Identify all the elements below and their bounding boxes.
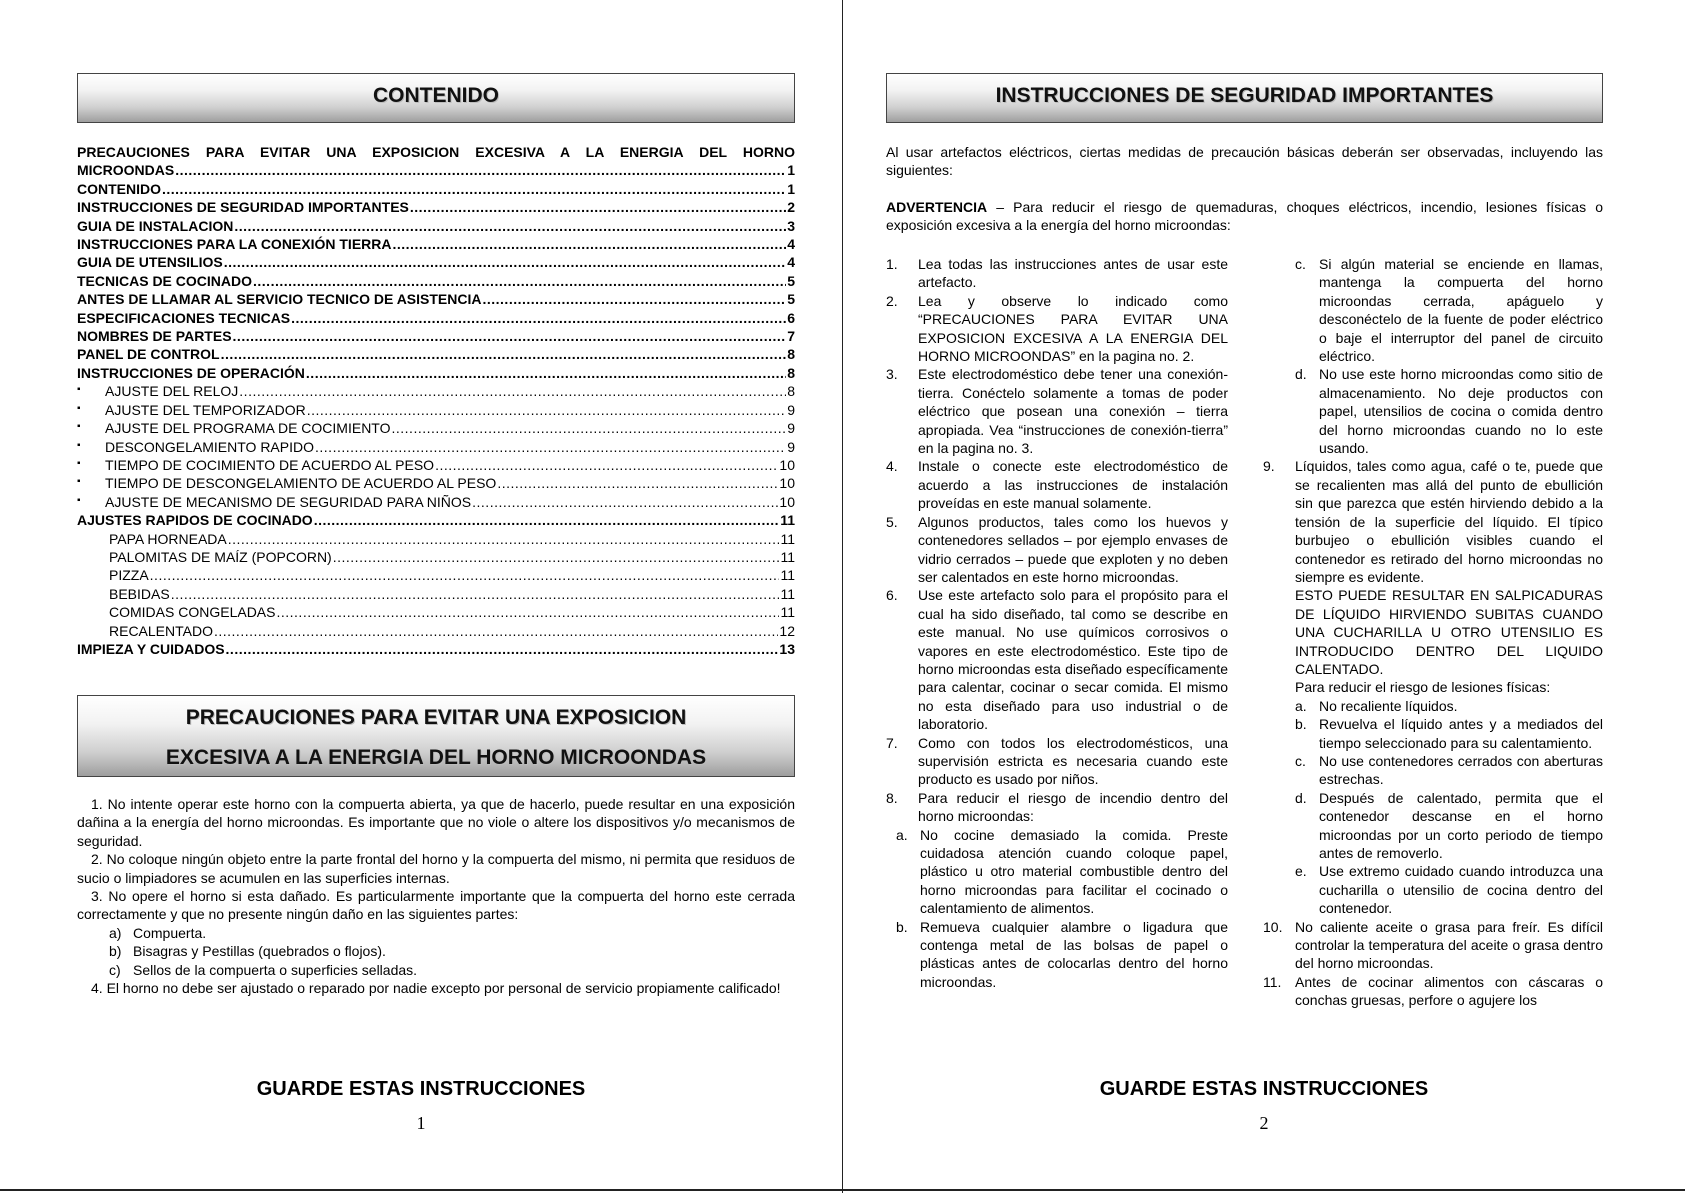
list-text: No caliente aceite o grasa para freír. Es difícil controlar la temperatura del aceite o grasa dentro del horno microondas. bbox=[1295, 918, 1603, 972]
list-text: No recaliente líquidos. bbox=[1319, 697, 1458, 714]
list-marker: 11. bbox=[1263, 973, 1282, 990]
toc-entry-label: INSTRUCCIONES DE OPERACIÓN bbox=[77, 364, 305, 381]
toc-leader bbox=[497, 474, 778, 492]
toc-row bbox=[77, 622, 795, 640]
toc-leader bbox=[307, 401, 787, 419]
list-item bbox=[886, 734, 1228, 789]
precaucion-3: 3. No opere el horno si esta dañado. Es particularmente importante que la compuerta del horno este cerrada correctamente y que no presente ningún daño en las siguientes partes: bbox=[77, 888, 795, 923]
toc-row bbox=[77, 474, 795, 492]
toc-entry-label: ▪ AJUSTE DEL PROGRAMA DE COCIMIENTO bbox=[77, 419, 391, 437]
seguridad-title: INSTRUCCIONES DE SEGURIDAD IMPORTANTES bbox=[995, 84, 1494, 107]
toc-leader bbox=[392, 419, 787, 437]
precauciones-title-line-2: EXCESIVA A LA ENERGIA DEL HORNO MICROONDAS bbox=[165, 746, 707, 769]
left-page bbox=[0, 0, 842, 1193]
guarde-instrucciones-left: GUARDE ESTAS INSTRUCCIONES bbox=[256, 1078, 586, 1100]
list-item bbox=[1263, 789, 1603, 863]
list-marker: 6. bbox=[886, 587, 898, 604]
list-item bbox=[886, 457, 1228, 512]
list-marker: b. bbox=[1295, 716, 1307, 733]
toc-page-number: 9 bbox=[787, 401, 795, 418]
page-number-right: 2 bbox=[1259, 1113, 1269, 1133]
toc-leader bbox=[150, 566, 780, 584]
toc-page-number: 11 bbox=[780, 604, 795, 621]
toc-page-number: 5 bbox=[787, 291, 795, 308]
precaucion-1: 1. No intente operar este horno con la compuerta abierta, ya que de hacerlo, puede resultar en una exposición dañina a la energía del horno microondas. Es importante que no viole o altere los dispositivos y/o mecanismos de seguridad. bbox=[77, 796, 795, 849]
toc-row bbox=[77, 548, 795, 566]
toc-page-number: 11 bbox=[780, 567, 795, 584]
list-marker: e. bbox=[1295, 863, 1307, 880]
toc-row bbox=[77, 364, 795, 382]
safety-column-right bbox=[1263, 255, 1603, 1010]
item9-warning-caps: ESTO PUEDE RESULTAR EN SALPICADURAS DE LÍQUIDO HIRVIENDO SUBITAS CUANDO UNA CUCHARILLA U OTRO UTENSILIO ES INTRODUCIDO DENTRO DEL LIQUIDO CALENTADO. bbox=[1295, 587, 1603, 677]
list-item: b) Bisagras y Pestillas (quebrados o flojos). bbox=[109, 943, 386, 960]
toc-page-number: 11 bbox=[780, 548, 795, 565]
toc-leader bbox=[226, 640, 779, 658]
toc-leader bbox=[276, 603, 779, 621]
toc-row bbox=[77, 217, 795, 235]
toc-page-number: 10 bbox=[779, 493, 795, 510]
toc-entry-label: ▪ DESCONGELAMIENTO RAPIDO bbox=[77, 438, 314, 456]
toc-page-number: 4 bbox=[787, 254, 795, 271]
toc-page-number: 2 bbox=[787, 199, 795, 216]
toc-page-number: 9 bbox=[787, 438, 795, 455]
toc-page-number: 10 bbox=[779, 475, 795, 492]
toc-row bbox=[77, 345, 795, 363]
list-text: Después de calentado, permita que el contenedor descanse en el horno microondas por un corto periodo de tiempo antes de removerlo. bbox=[1319, 789, 1603, 861]
list-marker: 4. bbox=[886, 458, 898, 475]
toc-page-number: 8 bbox=[787, 346, 795, 363]
toc-leader bbox=[333, 548, 780, 566]
toc-entry-label: IMPIEZA Y CUIDADOS bbox=[77, 640, 225, 657]
toc-leader bbox=[410, 198, 786, 216]
intro-paragraph: Al usar artefactos eléctricos, ciertas medidas de precaución básicas deberán ser observadas, incluyendo las siguientes: bbox=[886, 144, 1603, 179]
toc-row bbox=[77, 309, 795, 327]
list-text: Líquidos, tales como agua, café o te, puede que se recalienten mas allá del punto de ebullición sin que parezca que estén hirviendo debido a la tensión de la superficie del líquido. El típico burbujeo o ebullición visibles cuando el contenedor es retirado del horno microondas no siempre es evidente. bbox=[1295, 458, 1603, 585]
toc-row bbox=[77, 438, 795, 456]
warning-paragraph bbox=[886, 198, 1603, 235]
list-marker: 5. bbox=[886, 513, 898, 530]
toc-page-number: 6 bbox=[787, 309, 795, 326]
guarde-instrucciones-right: GUARDE ESTAS INSTRUCCIONES bbox=[1099, 1078, 1429, 1100]
list-item bbox=[1263, 255, 1603, 365]
toc-entry-label: PANEL DE CONTROL bbox=[77, 346, 220, 363]
toc-leader bbox=[314, 511, 779, 529]
list-item bbox=[886, 513, 1228, 587]
toc-entry-label: ▪ AJUSTE DEL TEMPORIZADOR bbox=[77, 401, 306, 419]
toc-leader bbox=[315, 438, 786, 456]
toc-row bbox=[77, 327, 795, 345]
list-text: Si algún material se enciende en llamas, mantenga la compuerta del horno microondas cerrada, apáguelo y desconéctelo de la fuente de poder eléctrico o baje el interruptor del panel de circuito eléctrico. bbox=[1319, 256, 1603, 365]
toc-entry-label: INSTRUCCIONES DE SEGURIDAD IMPORTANTES bbox=[77, 199, 409, 216]
toc-entry-label: ▪ AJUSTE DE MECANISMO DE SEGURIDAD PARA NIÑOS bbox=[77, 493, 471, 511]
list-marker: b. bbox=[896, 918, 908, 935]
toc-leader bbox=[233, 327, 787, 345]
toc-entry-label: MICROONDAS bbox=[77, 162, 175, 179]
toc-row bbox=[77, 511, 795, 529]
toc-row bbox=[77, 530, 795, 548]
list-text: No use este horno microondas como sitio de almacenamiento. No deje productos con papel, utensilios de cocina o comida dentro del horno microondas cuando no lo este usando. bbox=[1319, 366, 1603, 457]
toc-entry-label: PIZZA bbox=[109, 567, 149, 584]
list-text: Remueva cualquier alambre o ligadura que contenga metal de las bolsas de papel o plásticas antes de colocarlas dentro del horno microondas. bbox=[920, 918, 1228, 990]
toc-page-number: 11 bbox=[780, 585, 795, 602]
warning-label: ADVERTENCIA bbox=[886, 198, 988, 215]
toc-page-number: 10 bbox=[779, 456, 795, 473]
toc-row bbox=[77, 235, 795, 253]
toc-row bbox=[77, 272, 795, 290]
toc-leader bbox=[253, 272, 786, 290]
toc-leader bbox=[472, 493, 778, 511]
list-item bbox=[1263, 697, 1603, 715]
toc-entry-label: INSTRUCCIONES PARA LA CONEXIÓN TIERRA bbox=[77, 236, 392, 253]
warning-text: – Para reducir el riesgo de quemaduras, choques eléctricos, incendio, lesiones físicas o exposición excesiva a la energía del horno microondas: bbox=[886, 198, 1603, 234]
list-text: Este electrodoméstico debe tener una conexión-tierra. Conéctelo solamente a tomas de poder eléctrico que posean una conexión – tierra apropiada. Vea “instrucciones de conexión-tierra” en la pagina no. 3. bbox=[918, 366, 1228, 457]
list-text: Revuelva el líquido antes y a mediados del tiempo seleccionado para su calentamiento. bbox=[1319, 716, 1603, 751]
toc-entry-label: TECNICAS DE COCINADO bbox=[77, 272, 253, 289]
toc-leader bbox=[482, 290, 786, 308]
intro-text bbox=[886, 143, 1603, 253]
toc-row bbox=[77, 419, 795, 437]
list-text: Instale o conecte este electrodoméstico de acuerdo a las instrucciones de instalación proveídas en este manual solamente. bbox=[918, 458, 1228, 512]
toc-page-number: 4 bbox=[787, 236, 795, 253]
toc-leader bbox=[175, 161, 786, 179]
list-item bbox=[886, 826, 1228, 918]
toc-entry-label: PAPA HORNEADA bbox=[109, 530, 227, 547]
list-text: No cocine demasiado la comida. Preste cuidadosa atención cuando coloque papel, plástico u otro material combustible dentro del horno microondas para facilitar el cocinado o calentamiento de alimentos. bbox=[920, 826, 1228, 917]
toc-page-number: 3 bbox=[787, 217, 795, 234]
toc-page-number: 8 bbox=[787, 383, 795, 400]
toc-entry-label: ▪ AJUSTE DEL RELOJ bbox=[77, 382, 238, 400]
toc-leader bbox=[239, 382, 786, 400]
toc-leader bbox=[306, 364, 786, 382]
list-marker: 8. bbox=[886, 789, 898, 806]
toc-entry-label: COMIDAS CONGELADAS bbox=[109, 604, 276, 621]
toc-leader bbox=[393, 235, 787, 253]
toc-entry-label: ESPECIFICACIONES TECNICAS bbox=[77, 309, 291, 326]
list-marker: a. bbox=[896, 826, 908, 843]
toc-row bbox=[77, 290, 795, 308]
list-marker: a. bbox=[1295, 697, 1307, 714]
toc-entry-label: NOMBRES DE PARTES bbox=[77, 328, 232, 345]
list-marker: 10. bbox=[1263, 918, 1283, 935]
toc-row bbox=[77, 382, 795, 400]
list-marker: c. bbox=[1295, 256, 1306, 272]
toc-leader bbox=[228, 530, 780, 548]
item9-lead: Para reducir el riesgo de lesiones físicas: bbox=[1295, 679, 1551, 696]
list-marker: d. bbox=[1295, 789, 1307, 806]
toc-entry-label: ▪ TIEMPO DE DESCONGELAMIENTO DE ACUERDO AL PESO bbox=[77, 474, 496, 492]
list-item bbox=[886, 789, 1228, 826]
list-marker: d. bbox=[1295, 366, 1307, 383]
list-text: Antes de cocinar alimentos con cáscaras o conchas gruesas, perfore o agujere los bbox=[1295, 973, 1603, 1009]
list-text: Use este artefacto solo para el propósito para el cual ha sido diseñado, tal como se describe en este manual. No use químicos corrosivos o vapores en este electrodoméstico. Este tipo de horno microondas esta diseñado específicamente para calentar, cocinar o secar comida. El mismo no esta diseñado para uso industrial o de laboratorio. bbox=[918, 587, 1228, 733]
toc-leader bbox=[162, 180, 786, 198]
toc-page-number: 13 bbox=[779, 640, 795, 657]
toc-page-number: 9 bbox=[787, 420, 795, 437]
toc-entry-label: AJUSTES RAPIDOS DE COCINADO bbox=[77, 512, 313, 529]
toc-page-number: 11 bbox=[780, 530, 795, 547]
toc-row bbox=[77, 585, 795, 603]
toc-leader bbox=[234, 217, 786, 235]
list-marker: 1. bbox=[886, 256, 898, 272]
toc-leader bbox=[221, 345, 787, 363]
precaucion-3-sublist bbox=[77, 924, 795, 979]
toc-leader bbox=[291, 309, 786, 327]
toc-entry-label: RECALENTADO bbox=[109, 622, 213, 639]
precauciones-banner bbox=[77, 695, 795, 777]
toc-entry-label: GUIA DE UTENSILIOS bbox=[77, 254, 223, 271]
toc-row bbox=[77, 253, 795, 271]
seguridad-banner bbox=[886, 73, 1603, 123]
list-text: Lea y observe lo indicado como “PRECAUCIONES PARA EVITAR UNA EXPOSICION EXCESIVA A LA ENERGIA DEL HORNO MICROONDAS” en la pagina no. 2. bbox=[918, 292, 1228, 365]
list-item bbox=[1263, 862, 1603, 917]
toc-leader bbox=[214, 622, 778, 640]
list-item bbox=[1263, 715, 1603, 752]
precauciones-text bbox=[77, 795, 795, 997]
toc-row bbox=[77, 493, 795, 511]
toc-entry-label: GUIA DE INSTALACION bbox=[77, 217, 234, 234]
toc-page-number: 12 bbox=[779, 622, 795, 639]
table-of-contents bbox=[77, 143, 795, 658]
list-text: No use contenedores cerrados con aberturas estrechas. bbox=[1319, 752, 1603, 788]
toc-first-line: PRECAUCIONES PARA EVITAR UNA EXPOSICION EXCESIVA A LA ENERGIA DEL HORNO bbox=[77, 144, 795, 160]
list-item bbox=[886, 255, 1228, 292]
page-number-left: 1 bbox=[416, 1113, 426, 1133]
list-item bbox=[886, 586, 1228, 733]
toc-page-number: 7 bbox=[787, 328, 795, 345]
list-item bbox=[1263, 365, 1603, 457]
list-marker: 2. bbox=[886, 292, 898, 309]
toc-entry-label: CONTENIDO bbox=[77, 180, 161, 197]
toc-row bbox=[77, 456, 795, 474]
list-marker: 9. bbox=[1263, 458, 1275, 475]
right-page bbox=[843, 0, 1685, 1193]
toc-row bbox=[77, 198, 795, 216]
toc-page-number: 1 bbox=[787, 162, 795, 179]
list-item bbox=[1263, 918, 1603, 973]
toc-page-number: 11 bbox=[780, 512, 795, 529]
toc-leader bbox=[435, 456, 778, 474]
toc-page-number: 1 bbox=[787, 180, 795, 197]
list-item: c) Sellos de la compuerta o superficies selladas. bbox=[109, 961, 418, 978]
list-text: Lea todas las instrucciones antes de usar este artefacto. bbox=[918, 256, 1228, 291]
list-marker: 3. bbox=[886, 366, 898, 383]
toc-entry-label: ▪ TIEMPO DE COCIMIENTO DE ACUERDO AL PESO bbox=[77, 456, 434, 474]
list-item bbox=[886, 292, 1228, 366]
toc-leader bbox=[171, 585, 780, 603]
list-item: a) Compuerta. bbox=[109, 924, 207, 941]
list-item bbox=[1263, 457, 1603, 586]
precauciones-title-line-1: PRECAUCIONES PARA EVITAR UNA EXPOSICION bbox=[185, 706, 687, 729]
precaucion-2: 2. No coloque ningún objeto entre la parte frontal del horno y la compuerta del mismo, ni permita que residuos de sucio o limpiadores se acumulen en las superficies internas. bbox=[77, 851, 795, 886]
toc-row bbox=[77, 180, 795, 198]
precaucion-4: 4. El horno no debe ser ajustado o reparado por nadie excepto por personal de servicio propiamente calificado! bbox=[91, 980, 781, 997]
toc-row bbox=[77, 566, 795, 584]
toc-row bbox=[77, 401, 795, 419]
list-text: Use extremo cuidado cuando introduzca una cucharilla o utensilio de cocina dentro del contenedor. bbox=[1319, 863, 1603, 917]
list-item bbox=[886, 365, 1228, 457]
safety-column-left bbox=[886, 255, 1228, 991]
list-text: Como con todos los electrodomésticos, una supervisión estricta es necesaria cuando este producto es usado por niños. bbox=[918, 734, 1228, 788]
toc-page-number: 5 bbox=[787, 272, 795, 289]
toc-page-number: 8 bbox=[787, 364, 795, 381]
toc-entry-label: PALOMITAS DE MAÍZ (POPCORN) bbox=[109, 548, 332, 565]
toc-row bbox=[77, 161, 795, 179]
toc-row bbox=[77, 640, 795, 658]
toc-leader bbox=[224, 253, 786, 271]
contenido-banner bbox=[77, 73, 795, 123]
list-text: Algunos productos, tales como los huevos y contenedores sellados – por ejemplo envases de vidrio cerrados – puede que exploten y no deben ser calentados en este horno microondas. bbox=[918, 513, 1228, 585]
list-item bbox=[886, 918, 1228, 992]
list-marker: c. bbox=[1295, 752, 1306, 769]
list-item bbox=[1263, 973, 1603, 1010]
toc-entry-label: BEBIDAS bbox=[109, 585, 170, 602]
list-item bbox=[1263, 752, 1603, 789]
bottom-rule bbox=[0, 1189, 1685, 1191]
list-text: Para reducir el riesgo de incendio dentro del horno microondas: bbox=[918, 789, 1228, 825]
toc-entry-label: ANTES DE LLAMAR AL SERVICIO TECNICO DE ASISTENCIA bbox=[77, 291, 482, 308]
contenido-title: CONTENIDO bbox=[373, 84, 499, 107]
list-marker: 7. bbox=[886, 734, 898, 751]
toc-row bbox=[77, 603, 795, 621]
